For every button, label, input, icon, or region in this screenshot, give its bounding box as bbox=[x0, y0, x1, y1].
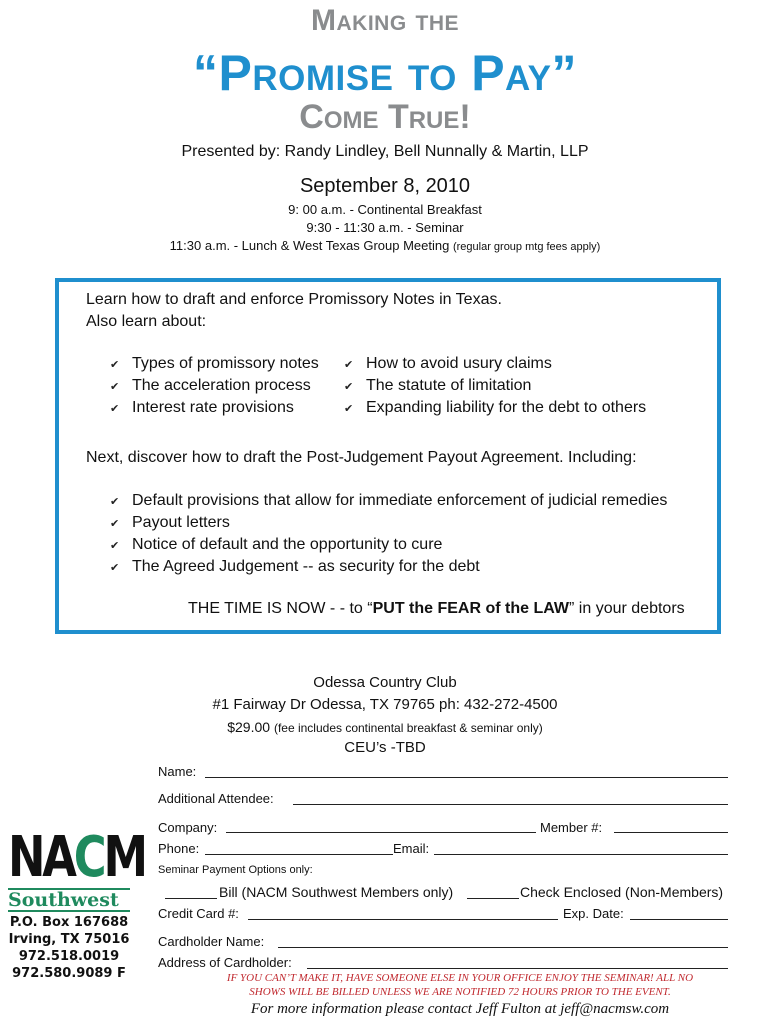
lunch-note: (regular group mtg fees apply) bbox=[452, 241, 601, 253]
schedule-breakfast: 9: 00 a.m. - Continental Breakfast bbox=[288, 202, 482, 217]
box-intro-1: Learn how to draft and enforce Promissory Notes in Texas. bbox=[86, 291, 502, 308]
bullet-left-1: ✔ Types of promissory notes bbox=[110, 355, 319, 372]
additional-attendee-field[interactable] bbox=[293, 804, 728, 805]
warning-line-1: IF YOU CAN’T MAKE IT, HAVE SOMEONE ELSE IN YOUR OFFICE ENJOY THE SEMINAR! ALL NO bbox=[226, 972, 694, 984]
additional-attendee-label: Additional Attendee: bbox=[158, 791, 274, 806]
cardholder-label: Cardholder Name: bbox=[158, 934, 265, 949]
venue-fee: $29.00 (fee includes continental breakfast & seminar only) bbox=[227, 719, 543, 735]
cardholder-address-label: Address of Cardholder: bbox=[158, 955, 292, 970]
bullet-right-3: ✔ Expanding liability for the debt to others bbox=[344, 399, 647, 416]
check-icon: ✔ bbox=[110, 358, 120, 371]
member-label: Member #: bbox=[540, 820, 603, 835]
credit-card-label: Credit Card #: bbox=[158, 906, 239, 921]
check-icon: ✔ bbox=[344, 380, 354, 393]
check-icon: ✔ bbox=[110, 561, 120, 574]
email-field[interactable] bbox=[434, 854, 728, 855]
tagline: THE TIME IS NOW - - to “PUT the FEAR of the LAW” in your debtors bbox=[188, 600, 685, 617]
title-line-2: “Promise to Pay” bbox=[193, 45, 577, 101]
lunch-main: 11:30 a.m. - Lunch & West Texas Group Meeting bbox=[169, 238, 450, 253]
check-icon: ✔ bbox=[110, 380, 120, 393]
check-option-label: Check Enclosed (Non-Members) bbox=[520, 884, 724, 900]
check-icon: ✔ bbox=[110, 495, 120, 508]
bullet-next-1: ✔ Default provisions that allow for immediate enforcement of judicial remedies bbox=[110, 492, 668, 509]
warning-line-2: SHOWS WILL BE BILLED UNLESS WE ARE NOTIFIED 72 HOURS PRIOR TO THE EVENT. bbox=[249, 986, 671, 998]
check-checkbox-line[interactable] bbox=[467, 898, 519, 899]
nacm-logo bbox=[8, 825, 145, 982]
bullet-next-3: ✔ Notice of default and the opportunity to cure bbox=[110, 536, 443, 553]
payment-options-label: Seminar Payment Options only: bbox=[158, 864, 313, 876]
bullet-next-4: ✔ The Agreed Judgement -- as security for the debt bbox=[110, 558, 480, 575]
check-icon: ✔ bbox=[110, 539, 120, 552]
title-line-1: Making the bbox=[311, 4, 459, 37]
logo-phone: 972.518.0019 bbox=[18, 949, 120, 964]
logo-letters: NACM bbox=[8, 825, 145, 890]
cardholder-field[interactable] bbox=[278, 947, 728, 948]
exp-date-field[interactable] bbox=[630, 919, 728, 920]
presenter-line: Presented by: Randy Lindley, Bell Nunnally & Martin, LLP bbox=[181, 143, 589, 160]
bullet-next-2: ✔ Payout letters bbox=[110, 514, 230, 531]
venue-ceus: CEU’s -TBD bbox=[344, 739, 426, 756]
venue-address: #1 Fairway Dr Odessa, TX 79765 ph: 432-272-4500 bbox=[212, 696, 558, 713]
bill-checkbox-line[interactable] bbox=[165, 898, 217, 899]
credit-card-field[interactable] bbox=[248, 919, 558, 920]
check-icon: ✔ bbox=[110, 402, 120, 415]
schedule-seminar: 9:30 - 11:30 a.m. - Seminar bbox=[306, 220, 464, 235]
bullet-left-2: ✔ The acceleration process bbox=[110, 377, 311, 394]
contact-info: For more information please contact Jeff Fulton at jeff@nacmsw.com bbox=[250, 1001, 670, 1017]
event-date: September 8, 2010 bbox=[299, 175, 471, 197]
box-intro-2: Also learn about: bbox=[86, 313, 207, 330]
exp-date-label: Exp. Date: bbox=[563, 906, 624, 921]
logo-southwest: Southwest bbox=[8, 889, 119, 911]
bill-option-label: Bill (NACM Southwest Members only) bbox=[219, 884, 454, 900]
bullet-left-3: ✔ Interest rate provisions bbox=[110, 399, 294, 416]
cardholder-address-field[interactable] bbox=[307, 968, 728, 969]
box-next: Next, discover how to draft the Post-Judgement Payout Agreement. Including: bbox=[86, 449, 637, 466]
bullet-right-2: ✔ The statute of limitation bbox=[344, 377, 532, 394]
company-field[interactable] bbox=[226, 832, 536, 833]
company-label: Company: bbox=[158, 820, 218, 835]
check-icon: ✔ bbox=[110, 517, 120, 530]
logo-city: Irving, TX 75016 bbox=[8, 932, 130, 947]
name-field[interactable] bbox=[205, 777, 728, 778]
title-line-3: Come True! bbox=[299, 98, 471, 136]
member-field[interactable] bbox=[614, 832, 728, 833]
schedule-lunch bbox=[0, 238, 770, 253]
check-icon: ✔ bbox=[344, 358, 354, 371]
name-label: Name: bbox=[158, 764, 197, 779]
check-icon: ✔ bbox=[344, 402, 354, 415]
phone-label: Phone: bbox=[158, 841, 200, 856]
logo-fax: 972.580.9089 F bbox=[12, 966, 126, 981]
logo-po-box: P.O. Box 167688 bbox=[9, 915, 129, 930]
venue-name: Odessa Country Club bbox=[313, 674, 457, 691]
bullet-right-1: ✔ How to avoid usury claims bbox=[344, 355, 552, 372]
email-label: Email: bbox=[393, 841, 430, 856]
phone-field[interactable] bbox=[205, 854, 393, 855]
